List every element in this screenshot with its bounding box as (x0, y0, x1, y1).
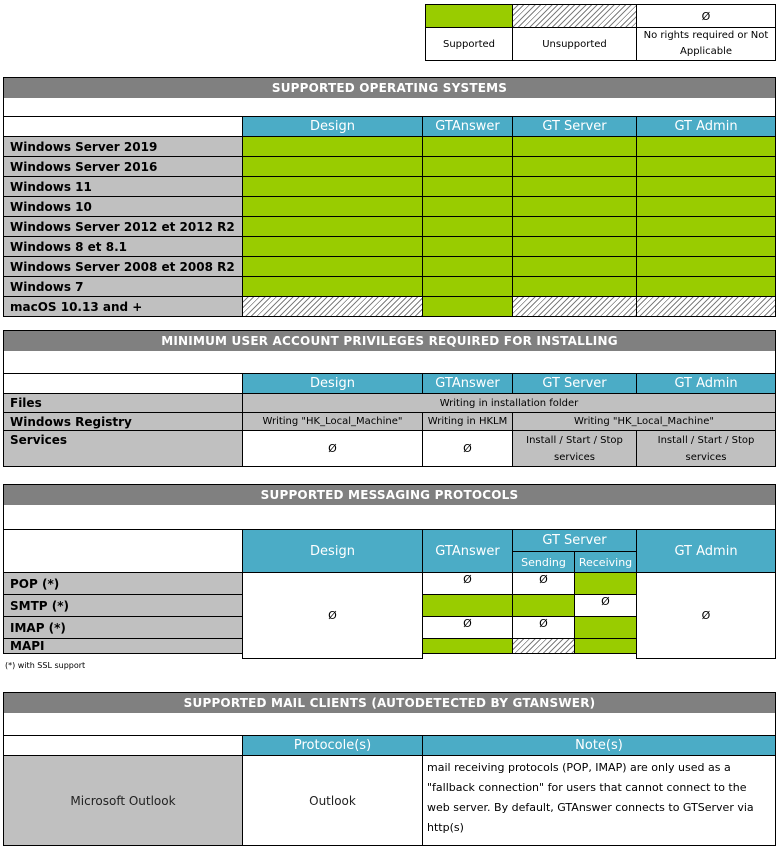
os-cell-supported (242, 276, 423, 297)
os-cell-supported (636, 236, 776, 257)
os-cell-supported (422, 196, 513, 217)
os-cell-supported (512, 196, 637, 217)
messaging-cell-sending-na: Ø (512, 616, 575, 639)
os-corner (3, 116, 243, 137)
os-cell-unsupported (636, 296, 776, 317)
os-col-gtadmin: GT Admin (636, 116, 776, 137)
os-row-label: Windows Server 2008 et 2008 R2 (3, 256, 243, 277)
os-cell-supported (242, 236, 423, 257)
messaging-col-gtadmin: GT Admin (636, 529, 776, 573)
messaging-col-sending: Sending (512, 551, 575, 573)
legend-na-label: No rights required or Not Applicable (636, 27, 776, 61)
messaging-col-receiving: Receiving (574, 551, 637, 573)
os-cell-supported (422, 176, 513, 197)
os-cell-supported (636, 196, 776, 217)
privileges-col-gtanswer: GTAnswer (422, 373, 513, 394)
messaging-cell-receiving-supported (574, 616, 637, 639)
clients-row-note: mail receiving protocols (POP, IMAP) are only used as a "fallback connection" for users that cannot connect to the web server. By default, GTAnswer connects to GTServer via http(s) (422, 755, 776, 846)
clients-col-protocols: Protocole(s) (242, 735, 423, 756)
os-table-title: SUPPORTED OPERATING SYSTEMS (3, 77, 776, 99)
os-cell-supported (422, 156, 513, 177)
messaging-col-gtanswer: GTAnswer (422, 529, 513, 573)
messaging-cell-sending-supported (512, 594, 575, 617)
legend-supported-label: Supported (425, 27, 513, 61)
os-cell-supported (512, 216, 637, 237)
privileges-services-design: Ø (242, 430, 423, 467)
messaging-row-label: SMTP (*) (3, 594, 243, 617)
os-cell-supported (242, 256, 423, 277)
privileges-spacer (3, 351, 776, 373)
os-row-label: macOS 10.13 and + (3, 296, 243, 317)
legend-na-swatch: Ø (636, 4, 776, 28)
clients-row-label: Microsoft Outlook (3, 755, 243, 846)
privileges-row-files-label: Files (3, 393, 243, 413)
os-cell-supported (512, 256, 637, 277)
clients-spacer (3, 713, 776, 735)
os-cell-supported (422, 276, 513, 297)
legend-supported-swatch (425, 4, 513, 28)
os-cell-unsupported (512, 296, 637, 317)
os-row-label: Windows 10 (3, 196, 243, 217)
clients-row-protocol: Outlook (242, 755, 423, 846)
clients-corner (3, 735, 243, 756)
os-cell-supported (422, 216, 513, 237)
os-cell-supported (636, 256, 776, 277)
os-col-design: Design (242, 116, 423, 137)
privileges-services-gtserver: Install / Start / Stop services (512, 430, 637, 467)
messaging-footnote: (*) with SSL support (5, 661, 86, 670)
messaging-cell-sending-unsupported (512, 638, 575, 654)
privileges-registry-gtanswer: Writing in HKLM (422, 412, 513, 431)
clients-col-notes: Note(s) (422, 735, 776, 756)
messaging-cell-receiving-supported (574, 572, 637, 595)
os-cell-supported (512, 156, 637, 177)
messaging-col-gtserver: GT Server (512, 529, 637, 552)
os-cell-supported (636, 216, 776, 237)
legend-unsupported-label: Unsupported (512, 27, 637, 61)
os-cell-supported (512, 276, 637, 297)
messaging-cell-receiving-na: Ø (574, 594, 637, 617)
messaging-cell-gtanswer-na: Ø (422, 572, 513, 595)
os-row-label: Windows Server 2012 et 2012 R2 (3, 216, 243, 237)
privileges-row-registry-label: Windows Registry (3, 412, 243, 431)
os-cell-supported (242, 136, 423, 157)
os-cell-supported (422, 236, 513, 257)
os-cell-supported (512, 176, 637, 197)
messaging-row-label: MAPI (3, 638, 243, 654)
os-cell-supported (242, 156, 423, 177)
os-row-label: Windows 7 (3, 276, 243, 297)
os-col-gtserver: GT Server (512, 116, 637, 137)
privileges-col-design: Design (242, 373, 423, 394)
privileges-services-gtanswer: Ø (422, 430, 513, 467)
messaging-cell-sending-na: Ø (512, 572, 575, 595)
messaging-cell-receiving-supported (574, 638, 637, 654)
messaging-cell-gtanswer-supported (422, 594, 513, 617)
privileges-registry-design: Writing "HK_Local_Machine" (242, 412, 423, 431)
messaging-cell-gtanswer-supported (422, 638, 513, 654)
privileges-registry-server-admin: Writing "HK_Local_Machine" (512, 412, 776, 431)
os-row-label: Windows Server 2019 (3, 136, 243, 157)
privileges-table-title: MINIMUM USER ACCOUNT PRIVILEGES REQUIRED FOR INSTALLING (3, 330, 776, 352)
os-spacer (3, 98, 776, 116)
messaging-row-label: IMAP (*) (3, 616, 243, 639)
os-cell-unsupported (242, 296, 423, 317)
privileges-corner (3, 373, 243, 394)
os-cell-supported (636, 276, 776, 297)
os-cell-supported (512, 136, 637, 157)
privileges-col-gtadmin: GT Admin (636, 373, 776, 394)
messaging-gtadmin-na: Ø (636, 572, 776, 659)
os-cell-supported (636, 156, 776, 177)
privileges-row-services-label: Services (3, 430, 243, 467)
os-row-label: Windows Server 2016 (3, 156, 243, 177)
os-cell-supported (242, 196, 423, 217)
os-cell-supported (422, 256, 513, 277)
messaging-col-design: Design (242, 529, 423, 573)
messaging-design-na: Ø (242, 572, 423, 659)
messaging-corner (3, 529, 243, 573)
os-cell-supported (242, 216, 423, 237)
os-cell-supported (422, 296, 513, 317)
messaging-table-title: SUPPORTED MESSAGING PROTOCOLS (3, 484, 776, 506)
os-cell-supported (242, 176, 423, 197)
messaging-spacer (3, 505, 776, 529)
os-cell-supported (636, 176, 776, 197)
messaging-cell-gtanswer-na: Ø (422, 616, 513, 639)
os-cell-supported (422, 136, 513, 157)
os-cell-supported (636, 136, 776, 157)
privileges-services-gtadmin: Install / Start / Stop services (636, 430, 776, 467)
clients-table-title: SUPPORTED MAIL CLIENTS (AUTODETECTED BY GTANSWER) (3, 692, 776, 714)
os-row-label: Windows 11 (3, 176, 243, 197)
messaging-row-label: POP (*) (3, 572, 243, 595)
os-row-label: Windows 8 et 8.1 (3, 236, 243, 257)
os-cell-supported (512, 236, 637, 257)
os-col-gtanswer: GTAnswer (422, 116, 513, 137)
privileges-col-gtserver: GT Server (512, 373, 637, 394)
privileges-files-value: Writing in installation folder (242, 393, 776, 413)
legend-unsupported-swatch (512, 4, 637, 28)
